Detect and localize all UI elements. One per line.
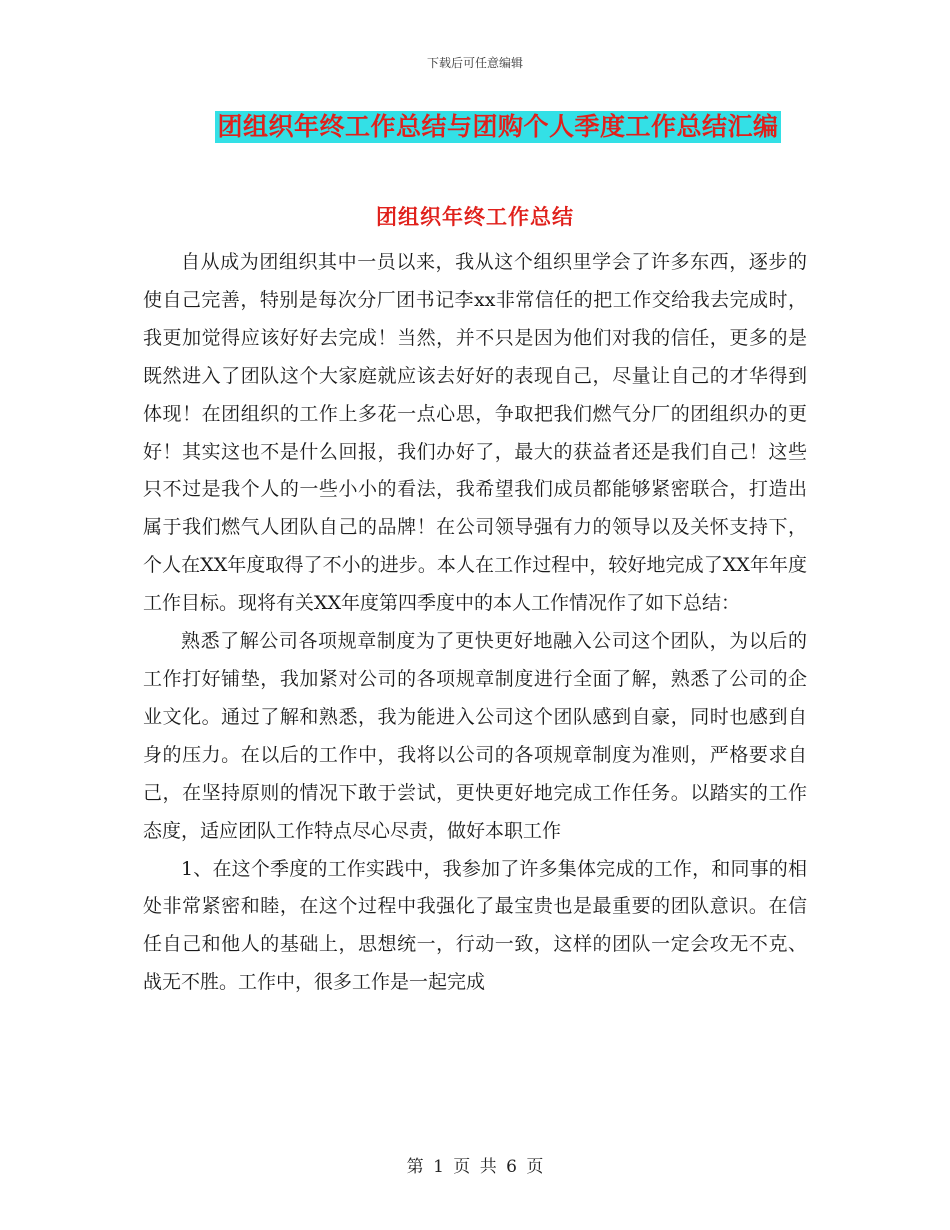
paragraph-1: 自从成为团组织其中一员以来，我从这个组织里学会了许多东西，逐步的使自己完善，特别是每次分厂团书记李xx非常信任的把工作交给我去完成时，我更加觉得应该好好去完成！当然，并不只是因为他们对我的信任，更多的是既然进入了团队这个大家庭就应该去好好的表现自己，尽量让自己的才华得到体现！在团组织的工作上多花一点心思，争取把我们燃气分厂的团组织办的更好！其实这也不是什么回报，我们办好了，最大的获益者还是我们自己！这些只不过是我个人的一些小小的看法，我希望我们成员都能够紧密联合，打造出属于我们燃气人团队自己的品牌！在公司领导强有力的领导以及关怀支持下，个人在XX年度取得了不小的进步。本人在工作过程中，较好地完成了XX年年度工作目标。现将有关XX年度第四季度中的本人工作情况作了如下总结：: [143, 251, 807, 615]
section-title: 团组织年终工作总结: [376, 204, 574, 229]
header-note: 下载后可任意编辑: [426, 56, 523, 70]
page-number-footer: 第 1 页 共 6 页: [406, 1157, 544, 1177]
paragraph-2: 熟悉了解公司各项规章制度为了更快更好地融入公司这个团队，为以后的工作打好铺垫，我加紧对公司的各项规章制度进行全面了解，熟悉了公司的企业文化。通过了解和熟悉，我为能进入公司这个团队感到自豪，同时也感到自身的压力。在以后的工作中，我将以公司的各项规章制度为准则，严格要求自己，在坚持原则的情况下敢于尝试，更快更好地完成工作任务。以踏实的工作态度，适应团队工作特点尽心尽责，做好本职工作: [143, 630, 807, 842]
document-title: 团组织年终工作总结与团购个人季度工作总结汇编: [217, 112, 779, 141]
body-text: [143, 244, 807, 1002]
paragraph-3: 1、在这个季度的工作实践中，我参加了许多集体完成的工作，和同事的相处非常紧密和睦，在这个过程中我强化了最宝贵也是最重要的团队意识。在信任自己和他人的基础上，思想统一，行动一致，这样的团队一定会攻无不克、战无不胜。工作中，很多工作是一起完成: [143, 857, 807, 994]
document-title-wrapper: [0, 111, 950, 143]
